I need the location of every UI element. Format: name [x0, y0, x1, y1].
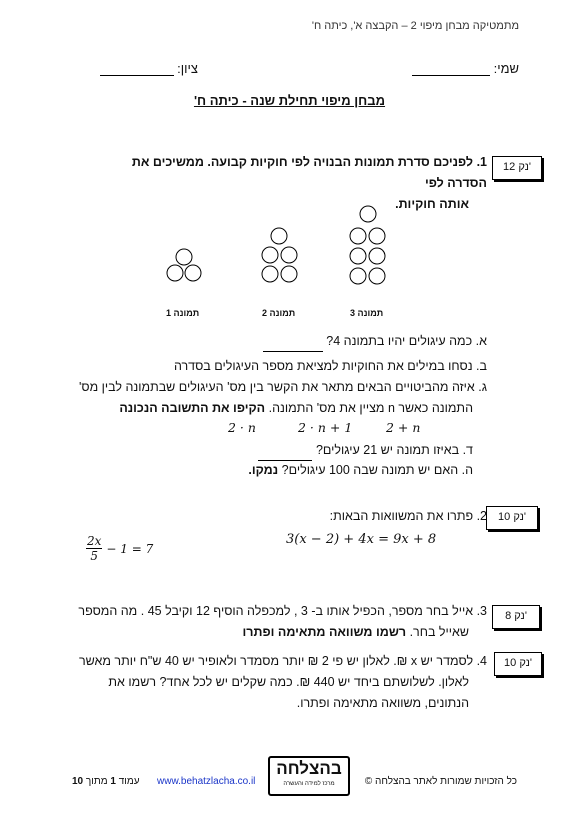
grade-label: ציון:	[177, 61, 198, 76]
q1-e-plain: ה. האם יש תמונה שבה 100 עיגולים?	[281, 463, 473, 477]
logo-text: בהצלחה	[276, 759, 342, 778]
q4-text	[67, 651, 487, 714]
q1-c-line2-bold: הקיפו את התשובה הנכונה	[119, 401, 266, 415]
q4-line2: לאלון. לשלושתם ביחד יש 440 ₪. כמה שקלים יש לכל אחד? רשמו את	[108, 675, 469, 689]
q2-points-box: 10 נק'	[486, 506, 538, 530]
q2-instruction: פתרו את המשוואות הבאות:	[329, 509, 474, 523]
q1-d-text: ד. באיזו תמונה יש 21 עיגולים?	[315, 443, 473, 457]
logo	[268, 756, 350, 796]
figure-3-circles	[350, 206, 385, 284]
q1-figures	[150, 198, 410, 320]
footer-page-number	[72, 776, 140, 787]
q2-fraction	[86, 534, 102, 563]
q2-equation-2	[86, 534, 153, 563]
q1-c-line1: ג. איזה מהביטויים הבאים מתאר את הקשר בין מס' העיגולים שבתמונה לבין מס'	[78, 380, 487, 394]
q2-fraction-num: 2x	[87, 534, 102, 548]
logo-subtext: מרכז למידה והעשרה	[283, 781, 335, 787]
q1-e	[113, 460, 473, 481]
grade-field	[88, 61, 198, 76]
q2-number: 2.	[476, 509, 487, 523]
q1-e-bold: נמקו.	[248, 463, 279, 477]
q1-c	[67, 377, 487, 419]
course-header: מתמטיקה מבחן מיפוי 2 – הקבצה א', כיתה ח'	[311, 20, 519, 32]
figure-1-label: תמונה 1	[166, 308, 200, 318]
q1-d	[113, 440, 473, 461]
figure-2-label: תמונה 2	[262, 308, 296, 318]
figure-3-label: תמונה 3	[350, 308, 384, 318]
q1-option-2[interactable]: 2 · n + 1	[298, 420, 353, 435]
q3-line2	[77, 622, 487, 643]
figure-2-circles	[262, 228, 297, 282]
q2-equation-2-rest: − 1 = 7	[106, 541, 154, 556]
q1-c-line2-plain: התמונה כאשר n מציין את מס' התמונה.	[268, 401, 473, 415]
page-title: מבחן מיפוי תחילת שנה - כיתה ח'	[193, 93, 386, 108]
q3-line1: אייל בחר מספר, הכפיל אותו ב- 3 , למכפלה הוסיף 12 וקיבל 45 . מה המספר	[78, 604, 474, 618]
page-of: מתוך	[85, 776, 108, 787]
q1-points-box: 12 נק'	[492, 156, 542, 180]
page-current: 1	[110, 776, 116, 787]
footer-website-link[interactable]: www.behatzlacha.co.il	[157, 776, 256, 787]
q1-line1: לפניכם סדרת תמונות הבנויה לפי חוקיות קבועה. ממשיכים את הסדרה לפי	[131, 155, 487, 190]
q1-number: 1.	[476, 155, 487, 169]
q1-a-text: א. כמה עיגולים יהיו בתמונה 4?	[326, 334, 487, 348]
q2-fraction-den: 5	[90, 549, 99, 563]
q4-points-box: 10 נק'	[494, 652, 542, 676]
q1-a	[127, 331, 487, 352]
page-prefix: עמוד	[118, 776, 140, 787]
q4-line3: הנתונים, משוואה מתאימה ופתרו.	[296, 696, 469, 710]
name-label: שמי:	[493, 61, 519, 76]
q1-a-blank	[263, 341, 323, 352]
figure-1-circles	[167, 249, 201, 281]
q3-text	[77, 601, 487, 643]
q4-number: 4.	[476, 654, 487, 668]
q3-line2-plain: שאייל בחר.	[409, 625, 469, 639]
q2-text	[187, 506, 487, 527]
page-total: 10	[72, 776, 84, 787]
grade-blank	[100, 63, 174, 76]
q1-b: ב. נסחו במילים את החוקיות למציאת מספר העיגולים בסדרה	[173, 359, 487, 373]
footer-copyright: כל הזכויות שמורות לאתר בהצלחה ©	[364, 776, 517, 787]
q1-line2: אותה חוקיות.	[395, 197, 469, 211]
q1-c-line2	[67, 398, 487, 419]
q3-points-box: 8 נק'	[492, 605, 540, 629]
q3-line2-bold: רשמו משוואה מתאימה ופתרו	[242, 625, 407, 639]
q3-number: 3.	[476, 604, 487, 618]
q1-option-3[interactable]: 2 + n	[386, 420, 421, 435]
q4-line1: לסמדר יש x ₪. לאלון יש פי 2 ₪ יותר מסמדר ולאופיר יש 40 ש"ח יותר מאשר	[78, 654, 474, 668]
q1-option-1[interactable]: 2 · n	[228, 420, 256, 435]
name-blank	[412, 63, 490, 76]
q2-equation-1: 3(x − 2) + 4x = 9x + 8	[286, 532, 437, 547]
name-field	[379, 61, 519, 76]
